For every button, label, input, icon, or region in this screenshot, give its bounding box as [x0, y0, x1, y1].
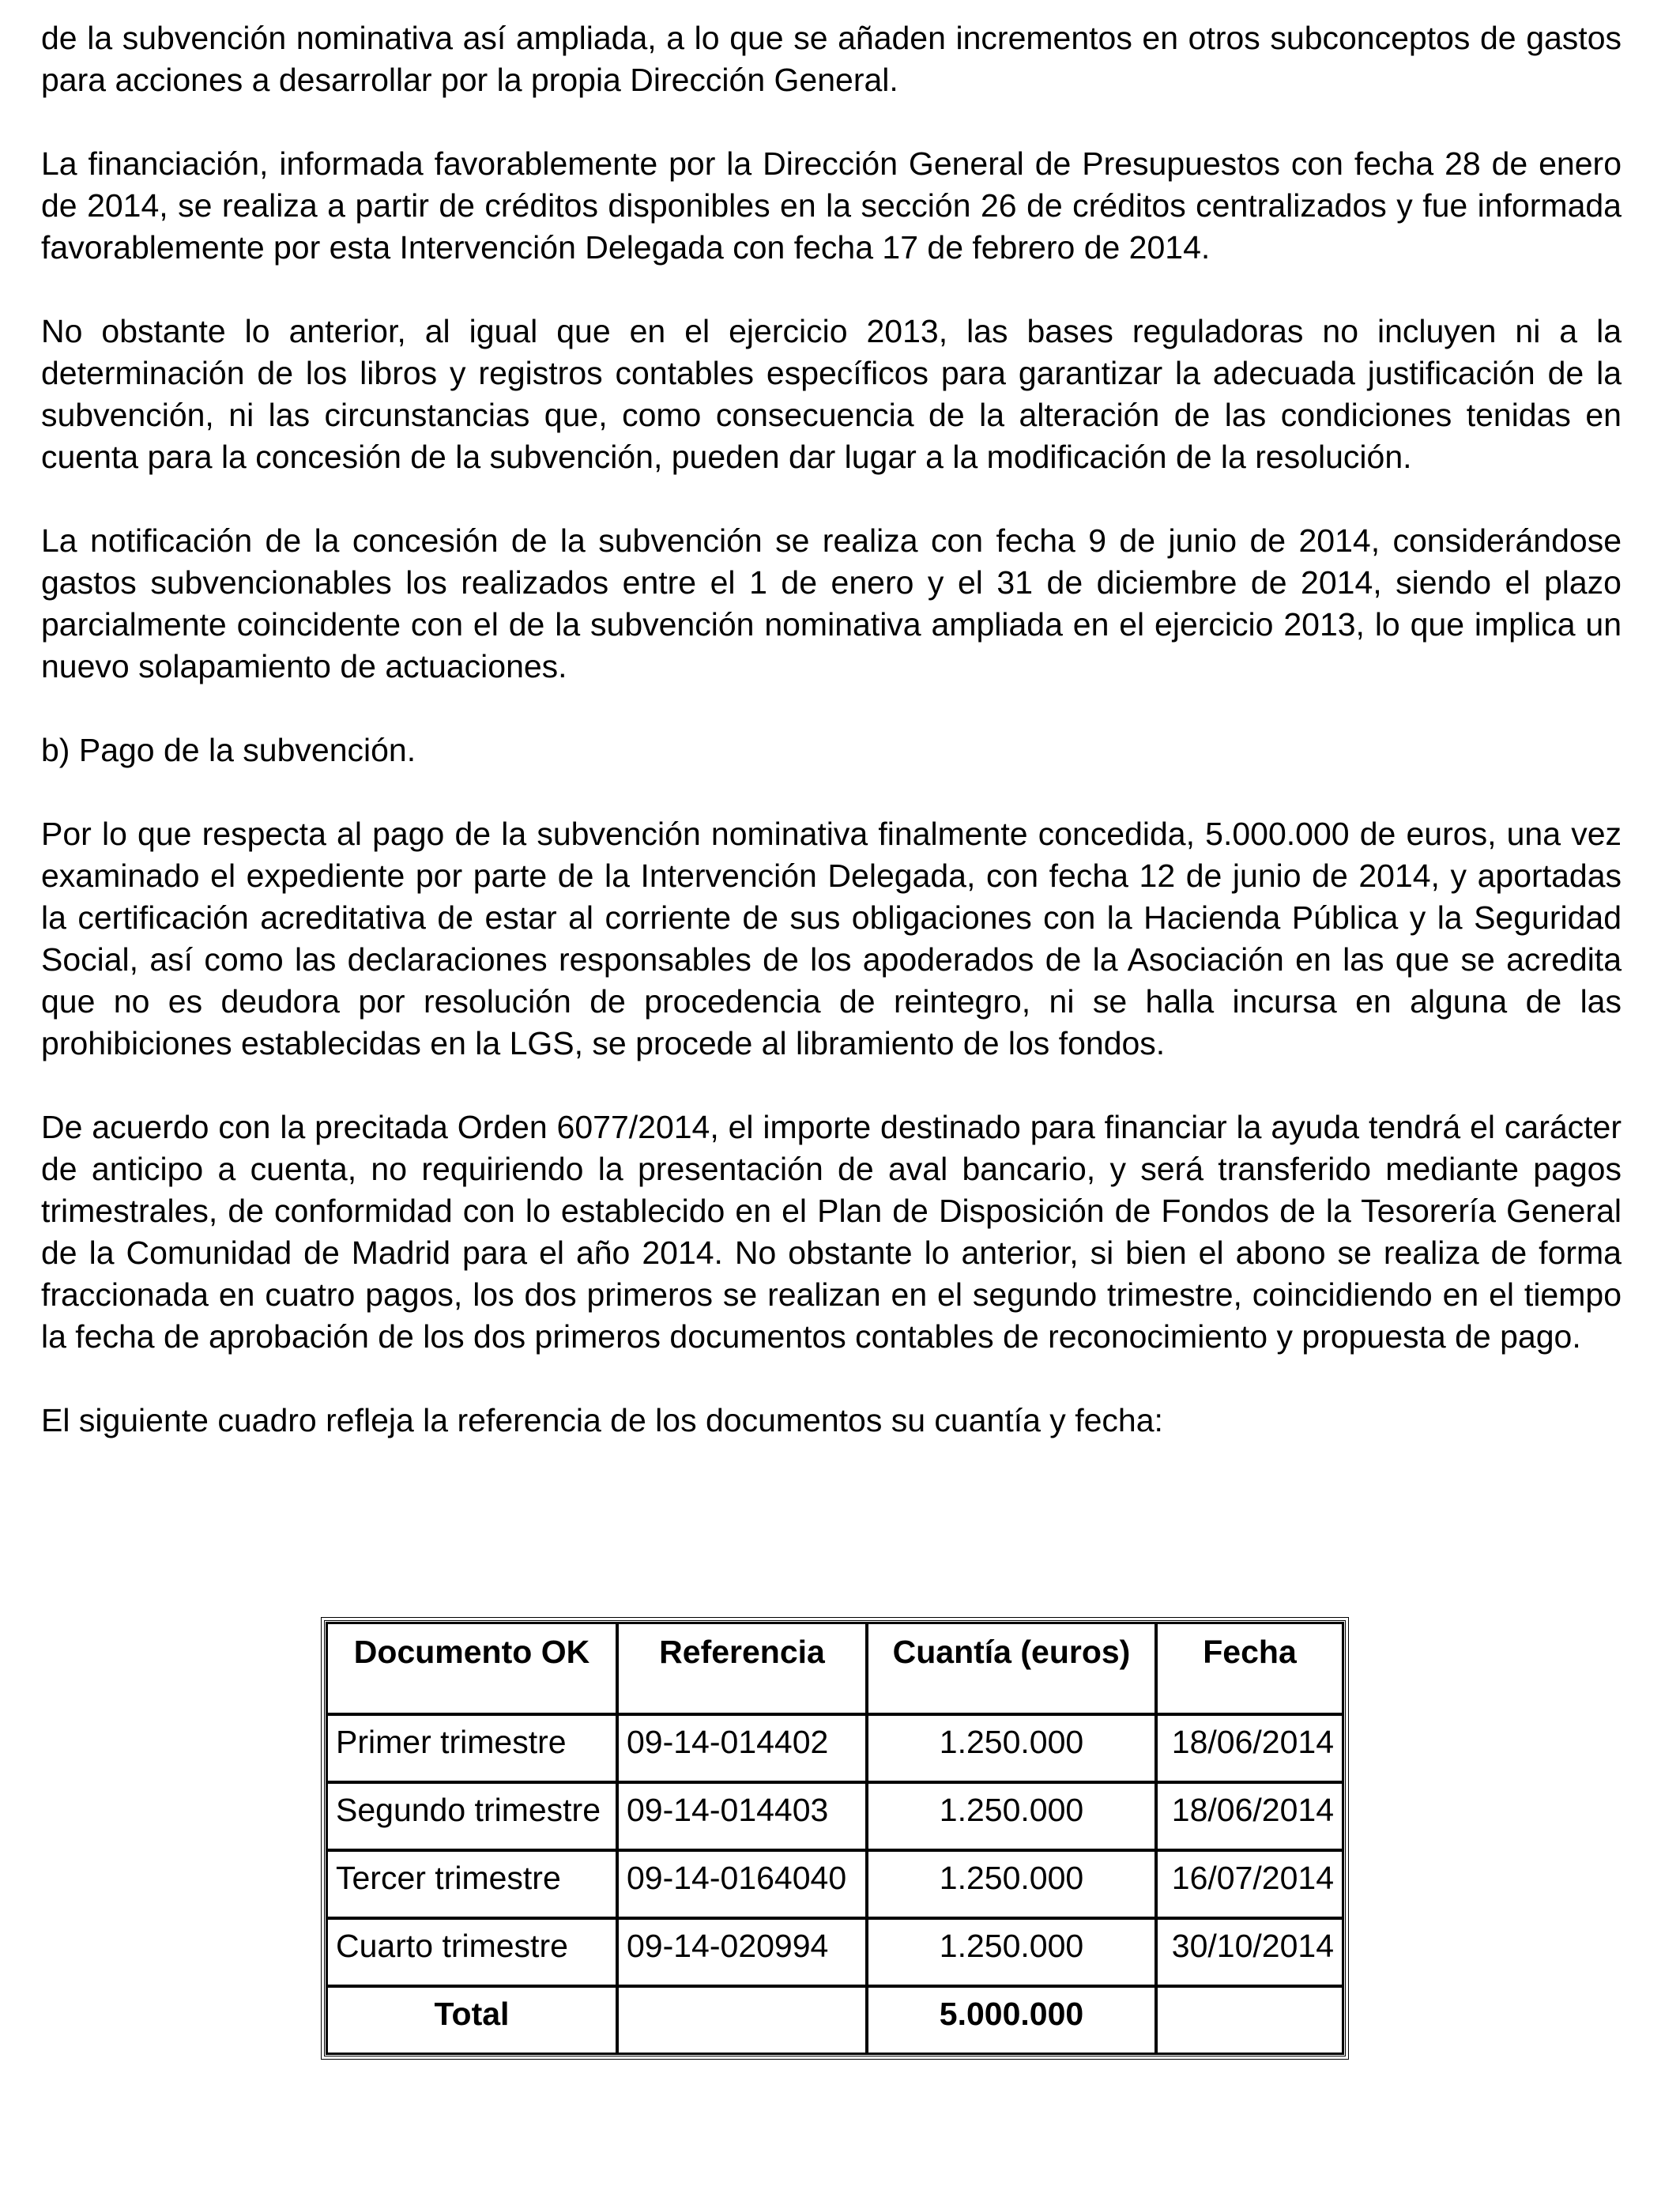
document-page — [41, 17, 1622, 1487]
cell-referencia: 09-14-014402 — [617, 1714, 867, 1782]
cell-referencia: 09-14-020994 — [617, 1918, 867, 1986]
table-row — [326, 1850, 1343, 1918]
cell-fecha: 16/07/2014 — [1156, 1850, 1343, 1918]
cell-documento: Primer trimestre — [326, 1714, 617, 1782]
table-row — [326, 1782, 1343, 1850]
paragraph-subvencion-ampliada: de la subvención nominativa así ampliada, a lo que se añaden incrementos en otros subconceptos de gastos para acciones a desarrollar por la propia Dirección General. — [41, 20, 1622, 98]
section-heading-pago: b) Pago de la subvención. — [41, 732, 416, 768]
paragraph-orden: De acuerdo con la precitada Orden 6077/2014, el importe destinado para financiar la ayuda tendrá el carácter de anticipo a cuenta, no requiriendo la presentación de aval bancario, y será transferido mediante pagos trimestrales, de conformidad con lo establecido en el Plan de Disposición de Fondos de la Tesorería General de la Comunidad de Madrid para el año 2014. No obstante lo anterior, si bien el abono se realiza de forma fraccionada en cuatro pagos, los dos primeros se realizan en el segundo trimestre, coincidiendo en el tiempo la fecha de aprobación de los dos primeros documentos contables de reconocimiento y propuesta de pago. — [41, 1109, 1622, 1355]
cell-fecha: 18/06/2014 — [1156, 1714, 1343, 1782]
table-row — [326, 1918, 1343, 1986]
cell-total-referencia — [617, 1986, 867, 2054]
paragraph-pago: Por lo que respecta al pago de la subvención nominativa finalmente concedida, 5.000.000 de euros, una vez examinado el expediente por parte de la Intervención Delegada, con fecha 12 de junio de 2014, y aportadas la certificación acreditativa de estar al corriente de sus obligaciones con la Hacienda Pública y la Seguridad Social, así como las declaraciones responsables de los apoderados de la Asociación en las que se acredita que no es deudora por resolución de procedencia de reintegro, ni se halla incursa en alguna de las prohibiciones establecidas en la LGS, se procede al libramiento de los fondos. — [41, 816, 1622, 1061]
cell-fecha: 18/06/2014 — [1156, 1782, 1343, 1850]
documents-table-wrapper — [324, 1620, 1341, 2056]
paragraph-financiacion: La financiación, informada favorablemente por la Dirección General de Presupuestos con fecha 28 de enero de 2014, se realiza a partir de créditos disponibles en la sección 26 de créditos centralizados y fue informada favorablemente por esta Intervención Delegada con fecha 17 de febrero de 2014. — [41, 145, 1622, 266]
cell-documento: Cuarto trimestre — [326, 1918, 617, 1986]
header-cuantia: Cuantía (euros) — [867, 1623, 1156, 1714]
header-documento: Documento OK — [326, 1623, 617, 1714]
header-referencia: Referencia — [617, 1623, 867, 1714]
cell-total-fecha — [1156, 1986, 1343, 2054]
cell-total-label: Total — [326, 1986, 617, 2054]
table-header-row — [326, 1623, 1343, 1714]
cell-cuantia: 1.250.000 — [867, 1782, 1156, 1850]
cell-cuantia: 1.250.000 — [867, 1714, 1156, 1782]
paragraph-bases-reguladoras: No obstante lo anterior, al igual que en el ejercicio 2013, las bases reguladoras no incluyen ni a la determinación de los libros y registros contables específicos para garantizar la adecuada justificación de la subvención, ni las circunstancias que, como consecuencia de la alteración de las condiciones tenidas en cuenta para la concesión de la subvención, pueden dar lugar a la modificación de la resolución. — [41, 313, 1622, 475]
cell-referencia: 09-14-0164040 — [617, 1850, 867, 1918]
header-fecha: Fecha — [1156, 1623, 1343, 1714]
documents-table — [324, 1620, 1346, 2056]
cell-fecha: 30/10/2014 — [1156, 1918, 1343, 1986]
table-total-row — [326, 1986, 1343, 2054]
cell-documento: Tercer trimestre — [326, 1850, 617, 1918]
paragraph-cuadro-intro: El siguiente cuadro refleja la referencia de los documentos su cuantía y fecha: — [41, 1402, 1163, 1438]
cell-cuantia: 1.250.000 — [867, 1850, 1156, 1918]
cell-referencia: 09-14-014403 — [617, 1782, 867, 1850]
table-row — [326, 1714, 1343, 1782]
paragraph-notificacion: La notificación de la concesión de la subvención se realiza con fecha 9 de junio de 2014, considerándose gastos subvencionables los realizados entre el 1 de enero y el 31 de diciembre de 2014, siendo el plazo parcialmente coincidente con el de la subvención nominativa ampliada en el ejercicio 2013, lo que implica un nuevo solapamiento de actuaciones. — [41, 522, 1622, 684]
cell-total-cuantia: 5.000.000 — [867, 1986, 1156, 2054]
cell-cuantia: 1.250.000 — [867, 1918, 1156, 1986]
cell-documento: Segundo trimestre — [326, 1782, 617, 1850]
